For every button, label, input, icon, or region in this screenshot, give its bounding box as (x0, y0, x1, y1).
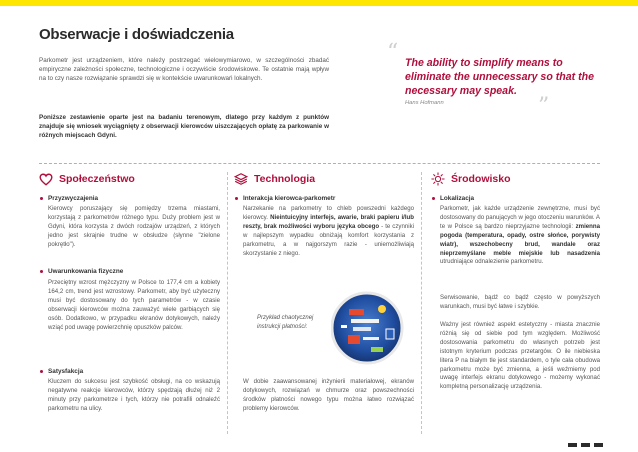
society-heading-physical: Uwarunkowania fizyczne (48, 268, 124, 275)
column-divider-2 (421, 172, 422, 434)
society-header (39, 172, 135, 186)
technology-photo-caption: Przykład chaotycznej instrukcji płatności: (257, 315, 314, 330)
intro-bold-paragraph: Poniższe zestawienie oparte jest na badaniu terenowym, dlatego przy każdym z punktów znajduje się wniosek wyciągnięty z obserwacji kierowców uiszczających opłatę za parkowanie w różnych miejscach Gdyni. (39, 114, 329, 140)
society-text-habits: Kierowcy poruszający się pomiędzy trzema miastami, korzystają z parkometrów różnego typu. Duży problem jest w Gdyni, która korzysta z dwóch rodzajów urządzeń, z których jedno jest skrajnie trudne w obsłudze (słynne "zielone pokrętło"). (48, 205, 220, 248)
section-divider (39, 163, 600, 164)
society-heading-habits: Przyzwyczajenia (48, 195, 99, 202)
society-title: Społeczeństwo (59, 173, 135, 185)
technology-text: Narzekanie na parkometry to chleb powszedni każdego kierowcy. Nieintuicyjny interfejs, awarie, braki papieru i/lub reszty, brak możliwości wyboru języka obcego - te czynniki w najlepszym wypadku obniżają komfort korzystania z parkometru, a w najgorszym razie - uniemożliwiają skorzystanie z niego. (243, 205, 414, 257)
page-indicator-1 (568, 443, 577, 447)
page-indicator-3 (594, 443, 603, 447)
environment-title: Środowisko (451, 173, 511, 185)
heart-icon (39, 172, 53, 186)
technology-closing-text: W dobie zaawansowanej inżynierii materiałowej, ekranów dotykowych, rozwiązań w chmurze oraz powszechności środków płatności nowego typu można łatwo rozwiązać problemy kierowców. (243, 378, 414, 412)
society-heading-satisfaction: Satysfakcja (48, 368, 84, 375)
environment-text-2: Serwisowanie, bądź co bądź często w powyższych warunkach, musi być łatwe i szybkie. (440, 294, 600, 310)
intro-paragraph: Parkometr jest urządzeniem, które należy postrzegać wielowymiarowo, w szczególności zbadać empiryczne zależności społeczne, technologiczne i oczywiście środowiskowe. Te ostatnie mają wpływ na to czy nasze rozwiązanie sprawdzi się w kontekście uwarunkowań lokalnych. (39, 57, 329, 83)
environment-heading: Lokalizacja (440, 195, 475, 202)
environment-header (431, 172, 511, 186)
quote-text: The ability to simplify means to eliminate the unnecessary so that the necessary may speak. (405, 57, 594, 97)
sun-icon (431, 172, 445, 186)
column-divider-1 (227, 172, 228, 434)
layers-icon (234, 172, 248, 186)
quote-author: Hans Hofmann (405, 100, 444, 106)
page-indicator-2 (581, 443, 590, 447)
society-text-satisfaction: Kluczem do sukcesu jest szybkość obsługi, na co wskazują negatywne reakcje kierowców, którzy spędzają dłużej niż 2 minuty przy parkometrze i tych, którzy nie potrafili odnaleźć parkometru na ulicy. (48, 378, 220, 412)
technology-title: Technologia (254, 173, 316, 185)
quote-open-mark: “ (387, 40, 399, 65)
technology-heading: Interakcja kierowca-parkometr (243, 195, 336, 202)
parking-meter-photo (331, 287, 411, 365)
environment-text-1: Parkometr, jak każde urządzenie zewnętrzne, musi być dostosowany do panujących w jego otoczeniu warunków. A te w Polsce są bardzo nieprzyjazne technologii: zmienna pogoda (temperatura, opady, ostre słońce, porywisty wiatr), wszechobecny brud, wandale oraz nieprzemyślane meble miejskie lub nasadzenia utrudniające odnalezienie parkometru. (440, 205, 600, 266)
society-text-physical: Przeciętny wzrost mężczyzny w Polsce to 177,4 cm a kobiety 164,2 cm, trend jest wzrostowy. Parkometr, aby być użyteczny musi być dostosowany do tych parametrów - w czasie obserwacji kierowców można zauważyć wiele garbiących się osób. Dodatkowo, w przypadku ekranów dotykowych, należy wziąć pod uwagę powierzchnię opuszków palców. (48, 279, 220, 331)
page-title: Obserwacje i doświadczenia (39, 26, 234, 43)
top-yellow-bar (0, 0, 638, 6)
environment-text-3: Ważny jest również aspekt estetyczny - miasta znacznie różnią się od siebie pod tym względem. Możliwość dostosowania parkometru do własnych potrzeb jest istotnym kryterium podczas przetargów. O ile niebieska litera P na białym tle jest standardem, o tyle cała obudowa parkometru może być zmienna, a jeśli weźmiemy pod uwagę interfejs ekranu dotykowego - możemy wykonać kompletną personalizację urządzenia. (440, 321, 600, 391)
technology-header (234, 172, 315, 186)
quote-close-mark: ” (538, 94, 550, 119)
